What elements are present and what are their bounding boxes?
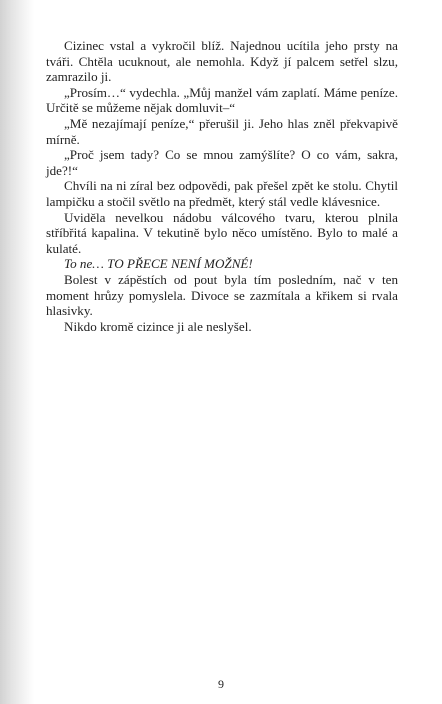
paragraph-6: Uviděla nevelkou nádobu válcového tvaru, kterou plnila stříbřitá kapalina. V tekutině bylo něco umístěno. Bylo to malé a kulaté.	[46, 209, 398, 256]
paragraph-1: Cizinec vstal a vykročil blíž. Najednou ucítila jeho prsty na tváři. Chtěla ucuknout, ale nemohla. Když jí palcem setřel slzu, zamrazilo ji.	[46, 38, 398, 85]
paragraph-2: „Prosím…“ vydechla. „Můj manžel vám zaplatí. Máme peníze. Určitě se můžeme nějak domluvit–“	[46, 84, 398, 116]
paragraph-7-italic-thought: To ne… TO PŘECE NENÍ MOŽNÉ!	[64, 256, 253, 272]
paragraph-5: Chvíli na ni zíral bez odpovědi, pak přešel zpět ke stolu. Chytil lampičku a stočil světlo na předmět, který stál vedle klávesnice.	[46, 178, 398, 209]
page-number: 9	[218, 677, 224, 691]
body-text	[46, 38, 398, 334]
paragraph-4: „Proč jsem tady? Co se mnou zamýšlíte? O co vám, sakra, jde?!“	[46, 147, 398, 178]
paragraph-9: Nikdo kromě cizince ji ale neslyšel.	[64, 318, 252, 334]
paragraph-3: „Mě nezajímají peníze,“ přerušil ji. Jeho hlas zněl překvapivě mírně.	[46, 115, 398, 147]
paragraph-8: Bolest v zápěstích od pout byla tím posledním, nač v ten moment hrůzy pomyslela. Divoce se zazmítala a křikem si rvala hlasivky.	[46, 271, 398, 319]
